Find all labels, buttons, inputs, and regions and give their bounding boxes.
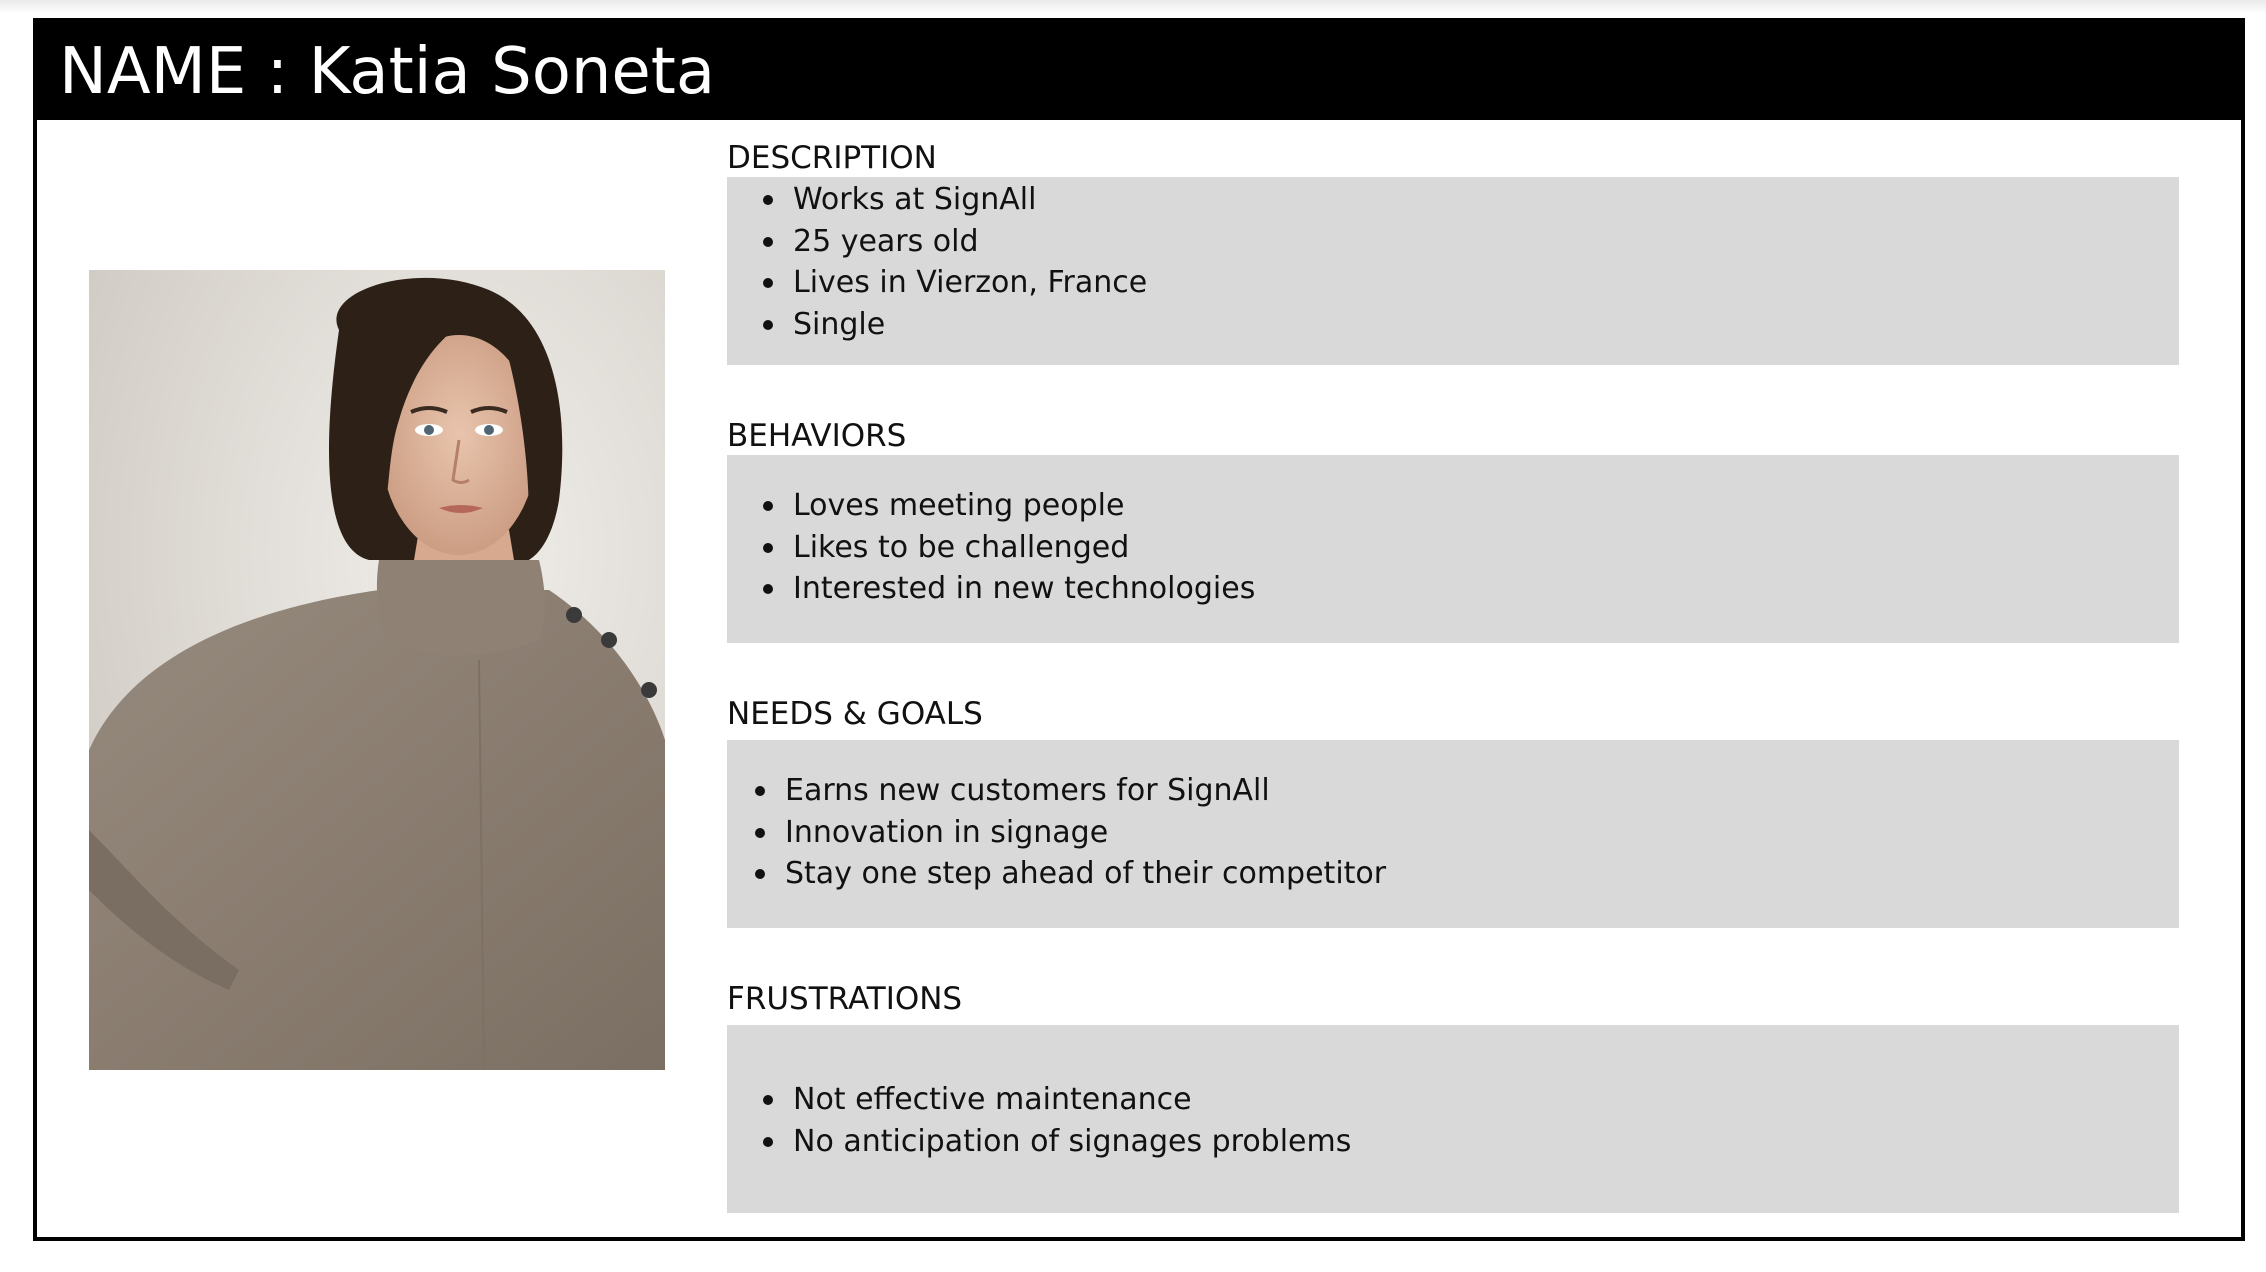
list-item: Single bbox=[793, 304, 2179, 346]
list-item: Innovation in signage bbox=[785, 812, 2179, 854]
list-item: 25 years old bbox=[793, 221, 2179, 263]
section-label-needs-goals: NEEDS & GOALS bbox=[727, 696, 983, 732]
frustrations-list bbox=[793, 1079, 2179, 1162]
bullet-icon bbox=[763, 501, 773, 511]
persona-photo bbox=[89, 270, 665, 1070]
list-item: Interested in new technologies bbox=[793, 568, 2179, 610]
section-label-frustrations: FRUSTRATIONS bbox=[727, 981, 963, 1017]
bullet-icon bbox=[763, 278, 773, 288]
section-label-behaviors: BEHAVIORS bbox=[727, 418, 907, 454]
list-item: Lives in Vierzon, France bbox=[793, 262, 2179, 304]
bullet-icon bbox=[755, 828, 765, 838]
bullet-icon bbox=[763, 195, 773, 205]
persona-card bbox=[33, 18, 2245, 1241]
behaviors-list bbox=[793, 485, 2179, 610]
section-label-description: DESCRIPTION bbox=[727, 140, 937, 176]
top-edge-strip bbox=[0, 0, 2266, 14]
bullet-icon bbox=[763, 584, 773, 594]
bullet-icon bbox=[763, 543, 773, 553]
list-item: Stay one step ahead of their competitor bbox=[785, 853, 2179, 895]
bullet-icon bbox=[763, 1095, 773, 1105]
bullet-icon bbox=[755, 786, 765, 796]
bullet-icon bbox=[763, 1137, 773, 1147]
list-item: Loves meeting people bbox=[793, 485, 2179, 527]
section-box-frustrations bbox=[727, 1025, 2179, 1213]
list-item: Earns new customers for SignAll bbox=[785, 770, 2179, 812]
section-box-description bbox=[727, 177, 2179, 365]
description-list bbox=[793, 179, 2179, 345]
bullet-icon bbox=[763, 320, 773, 330]
list-item: Works at SignAll bbox=[793, 179, 2179, 221]
bullet-icon bbox=[755, 869, 765, 879]
section-box-behaviors bbox=[727, 455, 2179, 643]
list-item: Likes to be challenged bbox=[793, 527, 2179, 569]
list-item: Not effective maintenance bbox=[793, 1079, 2179, 1121]
persona-name-title: NAME : Katia Soneta bbox=[59, 35, 716, 109]
bullet-icon bbox=[763, 237, 773, 247]
section-box-needs-goals bbox=[727, 740, 2179, 928]
list-item: No anticipation of signages problems bbox=[793, 1121, 2179, 1163]
needs-goals-list bbox=[785, 770, 2179, 895]
persona-portrait-image bbox=[89, 270, 665, 1070]
persona-header bbox=[37, 22, 2241, 120]
